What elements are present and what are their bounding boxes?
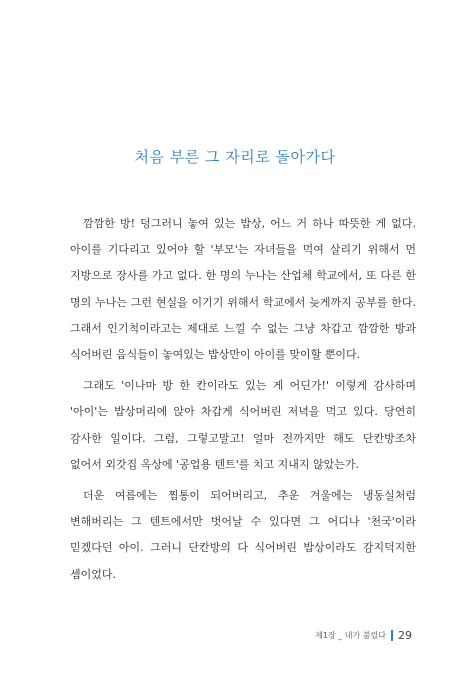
paragraph-2: 그래도 '이나마 방 한 칸이라도 있는 게 어딘가!' 이렇게 감사하며 '아이'는 밥상머리에 앉아 차갑게 식어버린 저녁을 먹고 있다. 당연히 감사한 일이다. 그럼, 그렇고말고! 얼마 전까지만 해도 단칸방조차 없어서 외갓집 옥상에 '공업용 텐트'를 치고 지내지 않았는가. bbox=[70, 379, 416, 471]
page-number: 29 bbox=[398, 629, 412, 642]
chapter-title: 처음 부른 그 자리로 돌아가다 bbox=[134, 148, 336, 166]
paragraph-3: 더운 여름에는 찜통이 되어버리고, 추운 겨울에는 냉동실처럼 변해버리는 그 텐트에서만 벗어날 수 있다면 그 어디나 '천국'이라 믿겠다던 아이. 그러니 단칸방의 다 식어버린 밥상이라도 감지덕지한 셈이었다. bbox=[70, 489, 416, 581]
footer-divider bbox=[391, 630, 393, 641]
body-text bbox=[70, 211, 416, 593]
running-head: 제1장 _ 내가 불렀다 bbox=[315, 631, 386, 640]
page-footer bbox=[315, 629, 412, 642]
paragraph-1: 깜깜한 방! 덩그러니 놓여 있는 밥상, 어느 거 하나 따뜻한 게 없다. 아이를 기다리고 있어야 할 '부모'는 자녀들을 먹여 살리기 위해서 먼 지방으로 장사를 가고 없다. 한 명의 누나는 산업체 학교에서, 또 다른 한 명의 누나는 그런 현실을 이기기 위해서 학교에서 늦게까지 공부를 한다. 그래서 인기척이라고는 제대로 느낄 수 없는 그냥 차갑고 깜깜한 방과 식어버린 음식들이 놓여있는 밥상만이 아이를 맞이할 뿐이다. bbox=[70, 217, 416, 362]
